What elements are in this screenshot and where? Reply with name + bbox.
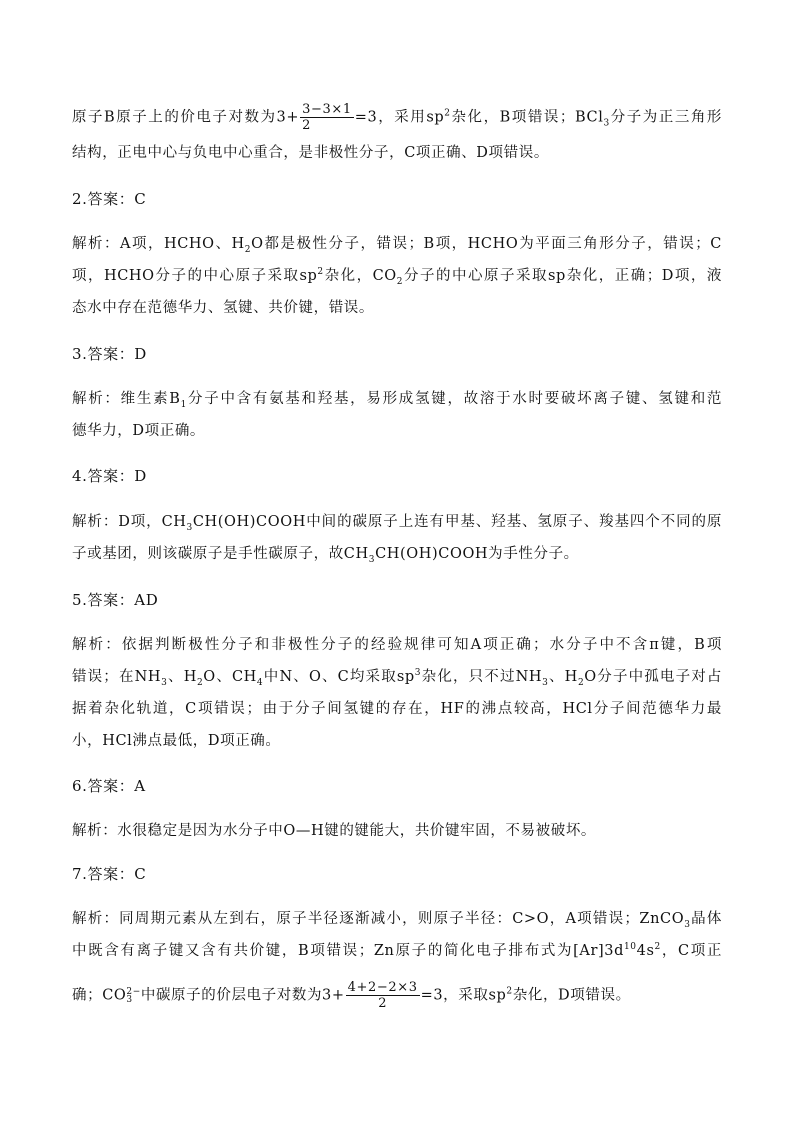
- text: 杂化，CO: [323, 268, 397, 284]
- text: 确；CO: [72, 987, 127, 1004]
- ion-charge-stack: [126, 988, 140, 1004]
- text: 、H: [548, 669, 578, 685]
- q5-answer: 5.答案：AD: [72, 591, 159, 609]
- text: 子或基团，则该碳原子是手性碳原子，故CH: [72, 546, 369, 562]
- subscript: 2: [577, 677, 585, 688]
- subscript: 1: [180, 399, 187, 410]
- q7-answer: 7.答案：C: [72, 865, 147, 883]
- text: 分子为正三角形: [609, 109, 722, 126]
- text: 解析：水很稳定是因为水分子中O—H键的键能大，共价键牢固，不易被破坏。: [72, 823, 597, 839]
- text: 结构，正电中心与负电中心重合，是非极性分子，C项正确、D项错误。: [72, 145, 549, 161]
- text: CH(OH)COOH为手性分子。: [375, 546, 579, 562]
- text: O都是极性分子，错误；B项，HCHO为平面三角形分子，错误；C: [251, 236, 722, 252]
- q2-line-2: [72, 266, 722, 286]
- q6-answer: 6.答案：A: [72, 777, 146, 795]
- superscript: 3: [414, 668, 422, 679]
- q2-line-1: [72, 234, 722, 254]
- text: 小，HCl沸点最低，D项正确。: [72, 733, 281, 749]
- superscript: 2: [506, 986, 513, 997]
- text: 中既含有离子键又含有共价键，B项错误；Zn原子的简化电子排布式为[Ar]3d: [72, 943, 624, 959]
- subscript: 3: [126, 994, 133, 1005]
- text: 态水中存在范德华力、氢键、共价键，错误。: [72, 300, 374, 316]
- text: 错误；在NH: [72, 669, 162, 685]
- text: =3，采用sp: [354, 109, 445, 126]
- q7-line-3: [72, 980, 722, 1011]
- q7-line-2: [72, 941, 722, 961]
- text: O分子中孤电子对占: [584, 669, 722, 685]
- text: 分子的中心原子采取sp杂化，正确；D项，液: [403, 268, 723, 284]
- text: 解析：A项，HCHO、H: [72, 236, 245, 252]
- subscript: 3: [603, 118, 610, 129]
- q2-line-3: [72, 298, 722, 318]
- q5-line-3: [72, 699, 722, 719]
- superscript: 2: [444, 108, 451, 119]
- q3-answer: 3.答案：D: [72, 345, 147, 363]
- text: 4s: [636, 943, 655, 959]
- subscript: 3: [161, 677, 168, 688]
- fraction-denominator: 2: [378, 996, 388, 1011]
- text: 解析：同周期元素从左到右，原子半径逐渐减小，则原子半径：C>O，A项错误；ZnCO: [72, 911, 685, 927]
- text: 据着杂化轨道，C项错误；由于分子间氢键的存在，HF的沸点较高，HCl分子间范德华力最: [72, 701, 722, 717]
- text: 分子中含有氨基和羟基，易形成氢键，故溶于水时要破坏离子键、氢键和范: [186, 391, 723, 407]
- text: 原子B原子上的价电子对数为3+: [72, 109, 300, 126]
- text: O、CH: [203, 669, 257, 685]
- subscript: 3: [542, 677, 549, 688]
- subscript: 2: [396, 276, 404, 287]
- q5-line-1: [72, 635, 722, 655]
- subscript: 3: [186, 522, 193, 533]
- q4-line-2: [72, 544, 722, 564]
- subscript: 3: [684, 919, 691, 930]
- text: 解析：依据判断极性分子和非极性分子的经验规律可知A项正确；水分子中不含π键，B项: [72, 637, 722, 653]
- text: ，C项正: [660, 943, 723, 959]
- fraction: [300, 102, 354, 133]
- text: 杂化，D项错误。: [512, 987, 631, 1004]
- fraction: [346, 980, 420, 1011]
- q4-line-1: [72, 512, 722, 532]
- subscript: 3: [368, 554, 376, 565]
- q1-line-1: [72, 102, 722, 133]
- text: 项，HCHO分子的中心原子采取sp: [72, 268, 318, 284]
- q3-line-2: [72, 421, 722, 441]
- q3-line-1: [72, 389, 722, 409]
- text: CH(OH)COOH中间的碳原子上连有甲基、羟基、氢原子、羧基四个不同的原: [192, 514, 722, 530]
- q6-line-1: [72, 821, 722, 841]
- text: 解析：维生素B: [72, 391, 181, 407]
- text: 解析：D项，CH: [72, 514, 187, 530]
- text: 德华力，D项正确。: [72, 423, 206, 439]
- fraction-numerator: 4+2−2×3: [347, 980, 418, 995]
- q1-line-2: [72, 143, 722, 163]
- text: 、H: [167, 669, 197, 685]
- text: 杂化，只不过NH: [421, 669, 543, 685]
- superscript: 2−: [126, 986, 141, 997]
- q4-answer: 4.答案：D: [72, 467, 147, 485]
- text: 晶体: [690, 911, 722, 927]
- text: =3，采取sp: [420, 987, 507, 1004]
- text: 杂化，B项错误；BCl: [450, 109, 604, 126]
- fraction-numerator: 3−3×1: [302, 102, 352, 117]
- q7-line-1: [72, 909, 722, 929]
- subscript: 4: [256, 677, 264, 688]
- q2-answer: 2.答案：C: [72, 190, 147, 208]
- superscript: 2: [654, 942, 661, 953]
- fraction-denominator: 2: [302, 118, 311, 133]
- subscript: 2: [244, 244, 252, 255]
- q5-line-4: [72, 731, 722, 751]
- text: 中碳原子的价层电子对数为3+: [140, 987, 345, 1004]
- superscript: 2: [317, 267, 324, 278]
- subscript: 2: [196, 677, 204, 688]
- superscript: 10: [623, 942, 637, 953]
- text: 中N、O、C均采取sp: [263, 669, 415, 685]
- q5-line-2: [72, 667, 722, 687]
